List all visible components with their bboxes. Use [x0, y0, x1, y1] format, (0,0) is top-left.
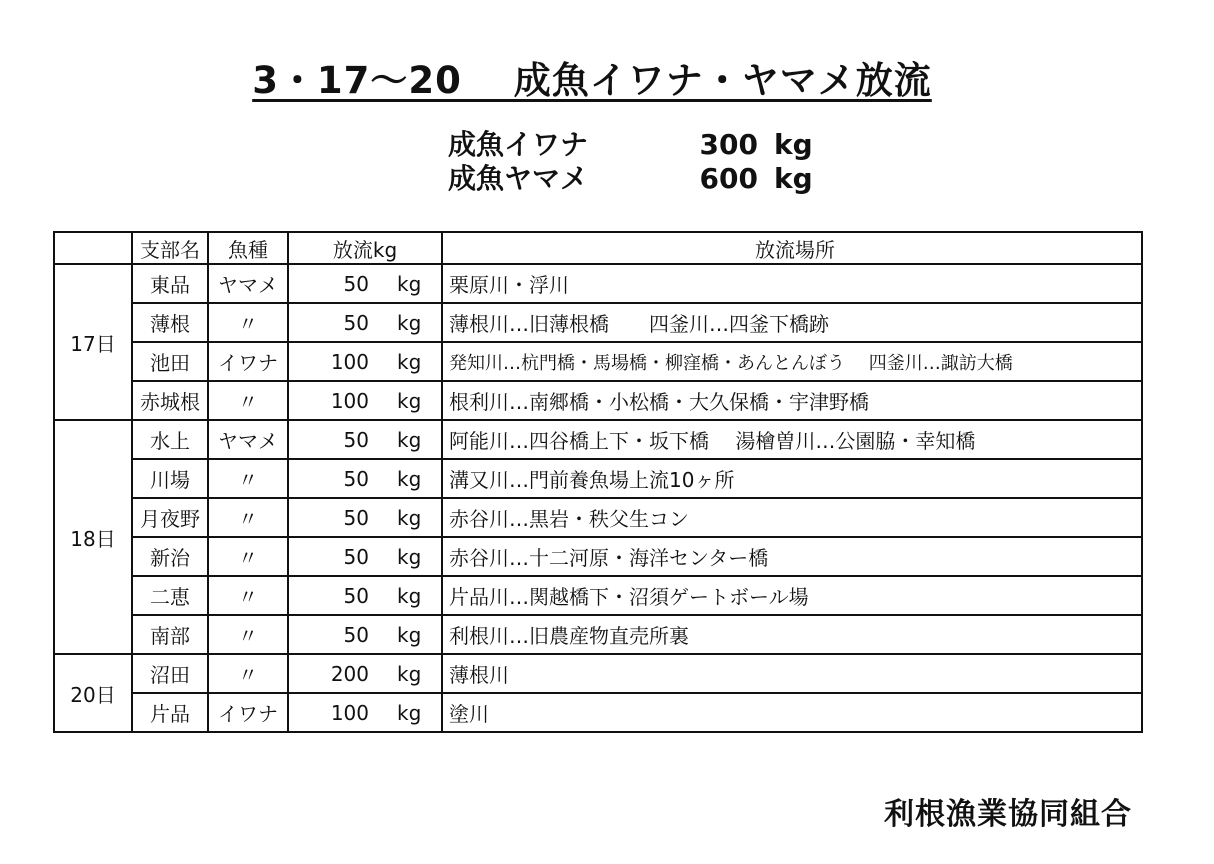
branch-cell: 池田 [132, 342, 208, 381]
table-row [54, 537, 1142, 576]
table-row [54, 615, 1142, 654]
table-row [54, 303, 1142, 342]
fish-cell: 〃 [208, 537, 288, 576]
header-date [54, 232, 132, 264]
page-title [0, 50, 1184, 104]
kg-cell [288, 264, 442, 303]
place-cell: 赤谷川…十二河原・海洋センター橋 [442, 537, 1142, 576]
branch-cell: 川場 [132, 459, 208, 498]
kg-cell [288, 498, 442, 537]
place-cell: 阿能川…四谷橋上下・坂下橋 湯檜曽川…公園脇・幸知橋 [442, 420, 1142, 459]
fish-cell: 〃 [208, 498, 288, 537]
header-kg: 放流kg [288, 232, 442, 264]
kg-value: 100 [330, 700, 369, 725]
date-cell: 17日 [54, 264, 132, 420]
table-row [54, 381, 1142, 420]
kg-cell [288, 342, 442, 381]
title-text: 3・17～20 成魚イワナ・ヤマメ放流 [252, 59, 932, 102]
kg-unit: kg [397, 700, 422, 725]
fish-cell: 〃 [208, 615, 288, 654]
summary-unit: kg [774, 162, 813, 195]
kg-unit: kg [397, 583, 422, 608]
fish-cell: 〃 [208, 303, 288, 342]
fish-cell: イワナ [208, 693, 288, 732]
summary-row [448, 128, 813, 162]
fish-cell: 〃 [208, 576, 288, 615]
summary-amount: 600 [699, 162, 758, 195]
header-branch: 支部名 [132, 232, 208, 264]
summary-row [448, 162, 813, 196]
kg-cell [288, 693, 442, 732]
kg-cell [288, 537, 442, 576]
kg-unit: kg [397, 505, 422, 530]
branch-cell: 水上 [132, 420, 208, 459]
fish-cell: イワナ [208, 342, 288, 381]
kg-value: 200 [330, 661, 369, 686]
kg-cell [288, 420, 442, 459]
branch-cell: 二恵 [132, 576, 208, 615]
header-place: 放流場所 [442, 232, 1142, 264]
branch-cell: 赤城根 [132, 381, 208, 420]
kg-unit: kg [397, 544, 422, 569]
place-cell: 栗原川・浮川 [442, 264, 1142, 303]
summary-block [448, 128, 813, 196]
branch-cell: 東品 [132, 264, 208, 303]
kg-value: 50 [343, 622, 369, 647]
kg-value: 50 [343, 505, 369, 530]
table-row [54, 264, 1142, 303]
fish-cell: 〃 [208, 459, 288, 498]
place-cell: 根利川…南郷橋・小松橋・大久保橋・宇津野橋 [442, 381, 1142, 420]
kg-unit: kg [397, 271, 422, 296]
kg-cell [288, 381, 442, 420]
place-cell: 発知川…杭門橋・馬場橋・柳窪橋・あんとんぼう 四釜川…諏訪大橋 [442, 342, 1142, 381]
kg-cell [288, 303, 442, 342]
branch-cell: 新治 [132, 537, 208, 576]
table-row [54, 693, 1142, 732]
table-row [54, 342, 1142, 381]
branch-cell: 薄根 [132, 303, 208, 342]
place-cell: 溝又川…門前養魚場上流10ヶ所 [442, 459, 1142, 498]
header-fish: 魚種 [208, 232, 288, 264]
kg-unit: kg [397, 310, 422, 335]
kg-value: 50 [343, 427, 369, 452]
kg-value: 50 [343, 583, 369, 608]
kg-value: 50 [343, 310, 369, 335]
table-header-row [54, 232, 1142, 264]
date-cell: 20日 [54, 654, 132, 732]
fish-cell: ヤマメ [208, 420, 288, 459]
place-cell: 利根川…旧農産物直売所裏 [442, 615, 1142, 654]
kg-value: 50 [343, 544, 369, 569]
kg-unit: kg [397, 427, 422, 452]
kg-cell [288, 654, 442, 693]
kg-value: 50 [343, 466, 369, 491]
summary-amount: 300 [699, 128, 758, 161]
summary-unit: kg [774, 128, 813, 161]
summary-name: 成魚ヤマメ [448, 162, 589, 195]
place-cell: 薄根川 [442, 654, 1142, 693]
place-cell: 薄根川…旧薄根橋 四釜川…四釜下橋跡 [442, 303, 1142, 342]
branch-cell: 南部 [132, 615, 208, 654]
place-cell: 赤谷川…黒岩・秩父生コン [442, 498, 1142, 537]
kg-cell [288, 615, 442, 654]
table-row [54, 420, 1142, 459]
kg-value: 50 [343, 271, 369, 296]
fish-cell: 〃 [208, 654, 288, 693]
fish-cell: ヤマメ [208, 264, 288, 303]
place-cell: 片品川…関越橋下・沼須ゲートボール場 [442, 576, 1142, 615]
fish-cell: 〃 [208, 381, 288, 420]
kg-unit: kg [397, 388, 422, 413]
kg-unit: kg [397, 661, 422, 686]
date-cell: 18日 [54, 420, 132, 654]
kg-value: 100 [330, 349, 369, 374]
organization-name: 利根漁業協同組合 [884, 797, 1132, 832]
table-row [54, 498, 1142, 537]
branch-cell: 片品 [132, 693, 208, 732]
release-table [53, 231, 1143, 733]
kg-cell [288, 459, 442, 498]
kg-unit: kg [397, 466, 422, 491]
kg-cell [288, 576, 442, 615]
kg-unit: kg [397, 349, 422, 374]
kg-value: 100 [330, 388, 369, 413]
table-row [54, 654, 1142, 693]
table-row [54, 576, 1142, 615]
branch-cell: 沼田 [132, 654, 208, 693]
summary-name: 成魚イワナ [448, 128, 589, 161]
place-cell: 塗川 [442, 693, 1142, 732]
branch-cell: 月夜野 [132, 498, 208, 537]
kg-unit: kg [397, 622, 422, 647]
table-row [54, 459, 1142, 498]
